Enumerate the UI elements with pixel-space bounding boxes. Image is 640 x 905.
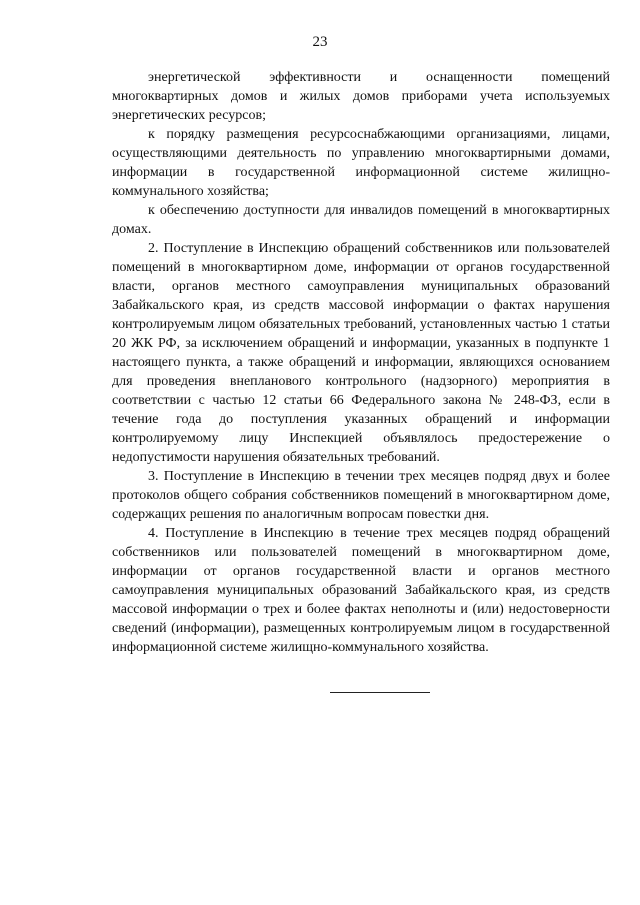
paragraph-energy-efficiency: энергетической эффективности и оснащенности помещений многоквартирных домов и жилых домов приборами учета используемых энергетических ресурсов; — [112, 70, 610, 123]
paragraph-resource-info-placement: к порядку размещения ресурсоснабжающими организациями, лицами, осуществляющими деятельность по управлению многоквартирными домами, информации в государственной информационной системе жилищно-коммунального хозяйства; — [112, 127, 610, 199]
paragraph-item-4: 4. Поступление в Инспекцию в течение трех месяцев подряд обращений собственников или пользователей помещений в многоквартирном доме, информации от органов государственной власти и органов местного самоуправления муниципальных образований Забайкальского края, из средств массовой информации о трех и более фактах неполноты и (или) недостоверности сведений (информации), размещенных контролируемым лицом в государственной информационной системе жилищно-коммунального хозяйства. — [112, 526, 610, 655]
document-body — [112, 68, 610, 657]
paragraph-item-3: 3. Поступление в Инспекцию в течении трех месяцев подряд двух и более протоколов общего собрания собственников помещений в многоквартирном доме, содержащих решения по аналогичным вопросам повестки дня. — [112, 469, 610, 522]
paragraph-accessibility-disabled: к обеспечению доступности для инвалидов помещений в многоквартирных домах. — [112, 203, 610, 237]
page-number: 23 — [312, 34, 328, 50]
paragraph-item-2: 2. Поступление в Инспекцию обращений собственников или пользователей помещений в многоквартирном доме, информации от органов государственной власти, органов местного самоуправления муниципальных образований Забайкальского края, из средств массовой информации о фактах нарушения контролируемым лицом обязательных требований, установленных частью 1 статьи 20 ЖК РФ, за исключением обращений и информации, указанных в подпункте 1 настоящего пункта, а также обращений и информации, являющихся основанием для проведения внепланового контрольного (надзорного) мероприятия в соответствии с частью 12 статьи 66 Федерального закона № 248-ФЗ, если в течение года до поступления указанных обращений и информации контролируемому лицу Инспекцией объявлялось предостережение о недопустимости нарушения обязательных требований. — [112, 241, 610, 465]
end-of-text-rule — [330, 692, 430, 693]
